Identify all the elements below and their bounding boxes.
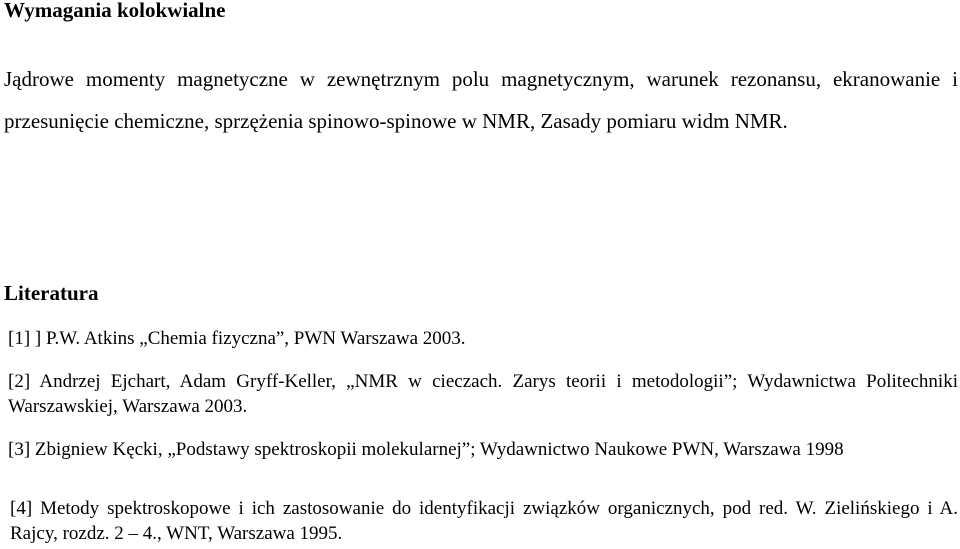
- literature-heading: Literatura: [4, 281, 99, 305]
- page-title: Wymagania kolokwialne: [4, 0, 226, 22]
- reference-item-2: [2] Andrzej Ejchart, Adam Gryff-Keller, „NMR w cieczach. Zarys teorii i metodologii”; Wydawnictwa Politechniki Warszawskiej, Warszawa 2003.: [8, 371, 958, 417]
- reference-item-3: [3] Zbigniew Kęcki, „Podstawy spektroskopii molekularnej”; Wydawnictwo Naukowe PWN, Warszawa 1998: [8, 439, 844, 460]
- reference-item-1: [1] ] P.W. Atkins „Chemia fizyczna”, PWN Warszawa 2003.: [8, 328, 466, 349]
- requirements-paragraph: Jądrowe momenty magnetyczne w zewnętrznym polu magnetycznym, warunek rezonansu, ekranowanie i przesunięcie chemiczne, sprzężenia spinowo-spinowe w NMR, Zasady pomiaru widm NMR.: [4, 67, 958, 133]
- reference-item-4: [4] Metody spektroskopowe i ich zastosowanie do identyfikacji związków organicznych, pod red. W. Zielińskiego i A. Rajcy, rozdz. 2 – 4., WNT, Warszawa 1995.: [10, 498, 958, 544]
